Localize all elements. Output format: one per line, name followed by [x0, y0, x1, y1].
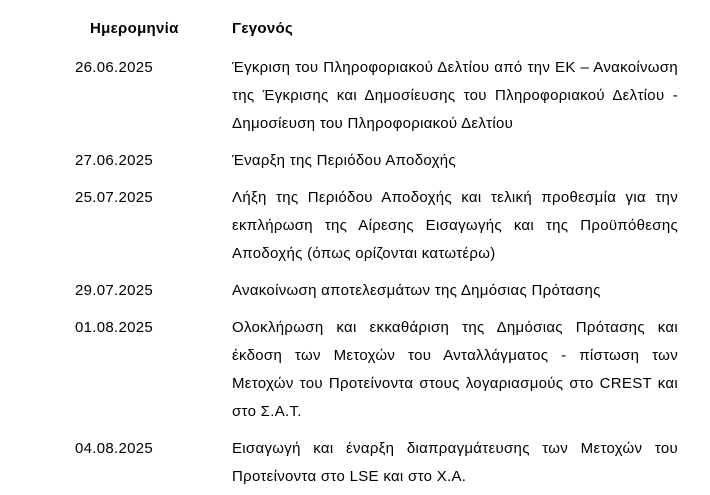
- column-header-date: Ημερομηνία: [90, 20, 179, 37]
- date-value: 04.08.2025: [75, 440, 154, 457]
- date-value: 01.08.2025: [75, 319, 154, 336]
- event-description: Έγκριση του Πληροφοριακού Δελτίου από την ΕΚ – Ανακοίνωση της Έγκρισης και Δημοσίευσης του Πληροφοριακού Δελτίου - Δημοσίευση του Πληροφοριακού Δελτίου: [232, 59, 678, 132]
- table-row: [75, 314, 678, 426]
- date-value: 27.06.2025: [75, 152, 154, 169]
- table-row: [75, 147, 678, 175]
- table-header-row: [75, 15, 678, 43]
- column-header-event: Γεγονός: [232, 20, 294, 37]
- date-value: 26.06.2025: [75, 59, 154, 76]
- event-description: Ανακοίνωση αποτελεσμάτων της Δημόσιας Πρότασης: [232, 282, 601, 299]
- table-row: [75, 435, 678, 491]
- table-row: [75, 184, 678, 268]
- date-value: 25.07.2025: [75, 189, 154, 206]
- table-row: [75, 54, 678, 138]
- event-description: Ολοκλήρωση και εκκαθάριση της Δημόσιας Πρότασης και έκδοση των Μετοχών του Ανταλλάγματος - πίστωση των Μετοχών του Προτείνοντα στους λογαριασμούς στο CREST και στο Σ.Α.Τ.: [232, 319, 678, 420]
- event-description: Λήξη της Περιόδου Αποδοχής και τελική προθεσμία για την εκπλήρωση της Αίρεσης Εισαγωγής και της Προϋπόθεσης Αποδοχής (όπως ορίζονται κατωτέρω): [232, 189, 678, 262]
- date-value: 29.07.2025: [75, 282, 154, 299]
- event-description: Έναρξη της Περιόδου Αποδοχής: [232, 152, 456, 169]
- table-row: [75, 277, 678, 305]
- event-description: Εισαγωγή και έναρξη διαπραγμάτευσης των Μετοχών του Προτείνοντα στο LSE και στο Χ.Α.: [232, 440, 678, 485]
